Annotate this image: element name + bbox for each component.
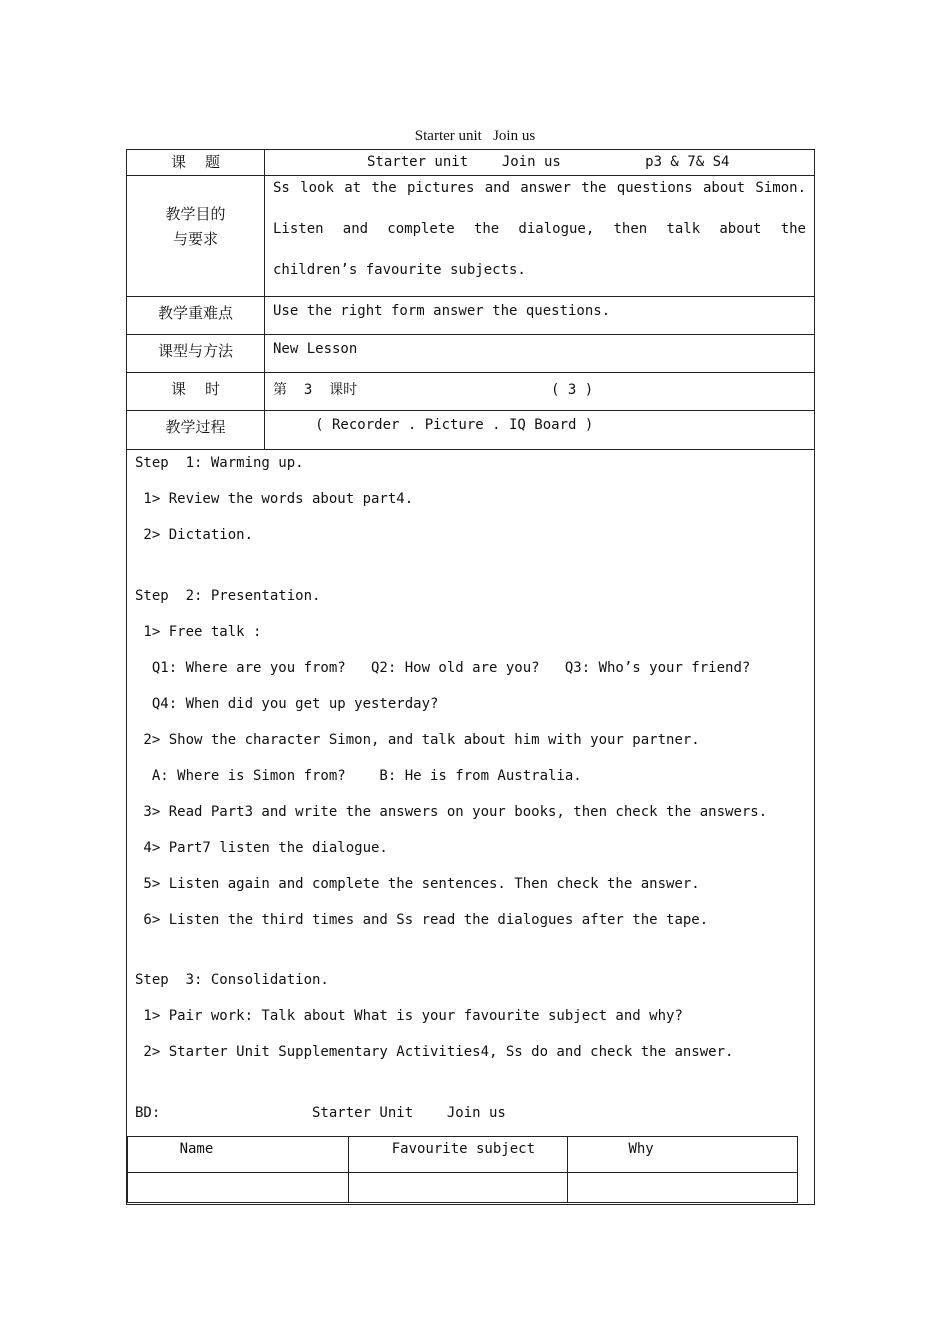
step-line: Step 3: Consolidation.	[135, 972, 329, 988]
type-label: 课型与方法	[127, 335, 265, 372]
process-label: 教学过程	[127, 411, 265, 449]
row-type	[127, 335, 814, 373]
type-value: New Lesson	[273, 341, 358, 357]
goals-line-3: children’s favourite subjects.	[273, 262, 526, 278]
step-line: Q4: When did you get up yesterday?	[135, 696, 439, 712]
table-cell	[568, 1173, 798, 1203]
goals-label-line2: 与要求	[172, 230, 218, 248]
step-line: Step 2: Presentation.	[135, 588, 321, 604]
period-value: 第 3 课时 ( 3 )	[273, 382, 594, 398]
step-line: Step 1: Warming up.	[135, 455, 304, 471]
row-period	[127, 373, 814, 411]
step-line: 2> Starter Unit Supplementary Activities4, Ss do and check the answer.	[135, 1044, 734, 1060]
difficulty-label: 教学重难点	[127, 297, 265, 334]
row-goals	[127, 176, 814, 297]
row-difficulty	[127, 297, 814, 335]
step-line: 1> Pair work: Talk about What is your favourite subject and why?	[135, 1008, 683, 1024]
step-line: Q1: Where are you from? Q2: How old are you? Q3: Who’s your friend?	[135, 660, 751, 676]
board-design-table	[127, 1136, 798, 1203]
step-line: 2> Dictation.	[135, 527, 254, 543]
step-line: 4> Part7 listen the dialogue.	[135, 840, 388, 856]
difficulty-value: Use the right form answer the questions.	[273, 303, 611, 319]
lesson-plan-table	[126, 149, 815, 1205]
step-line: A: Where is Simon from? B: He is from Australia.	[135, 768, 582, 784]
topic-value: Starter unit Join us p3 & 7& S4	[367, 154, 730, 170]
step-line: 5> Listen again and complete the sentences. Then check the answer.	[135, 876, 700, 892]
step-line: 1> Free talk :	[135, 624, 262, 640]
goals-line-2: Listen and complete the dialogue, then talk about the	[273, 221, 806, 237]
period-label: 课 时	[127, 373, 265, 410]
goals-label-line1: 教学目的	[165, 205, 226, 223]
step-line: 2> Show the character Simon, and talk about him with your partner.	[135, 732, 700, 748]
table-header-cell: Favourite subject	[348, 1137, 568, 1173]
step-line: 6> Listen the third times and Ss read the dialogues after the tape.	[135, 912, 709, 928]
topic-label: 课 题	[127, 150, 265, 175]
row-process	[127, 411, 814, 450]
step-line: 3> Read Part3 and write the answers on your books, then check the answers.	[135, 804, 768, 820]
table-row	[128, 1173, 798, 1203]
table-cell	[128, 1173, 349, 1203]
table-row	[128, 1137, 798, 1173]
step-line: 1> Review the words about part4.	[135, 491, 414, 507]
goals-line-1: Ss look at the pictures and answer the questions about Simon.	[273, 180, 806, 196]
process-value: ( Recorder . Picture . IQ Board )	[273, 417, 594, 433]
table-cell	[348, 1173, 568, 1203]
bd-line: BD: Starter Unit Join us	[135, 1105, 506, 1121]
table-header-cell: Why	[568, 1137, 798, 1173]
goals-value	[273, 168, 806, 291]
goals-label	[127, 176, 265, 296]
document-title: Starter unit Join us	[414, 128, 536, 144]
table-header-cell: Name	[128, 1137, 349, 1173]
